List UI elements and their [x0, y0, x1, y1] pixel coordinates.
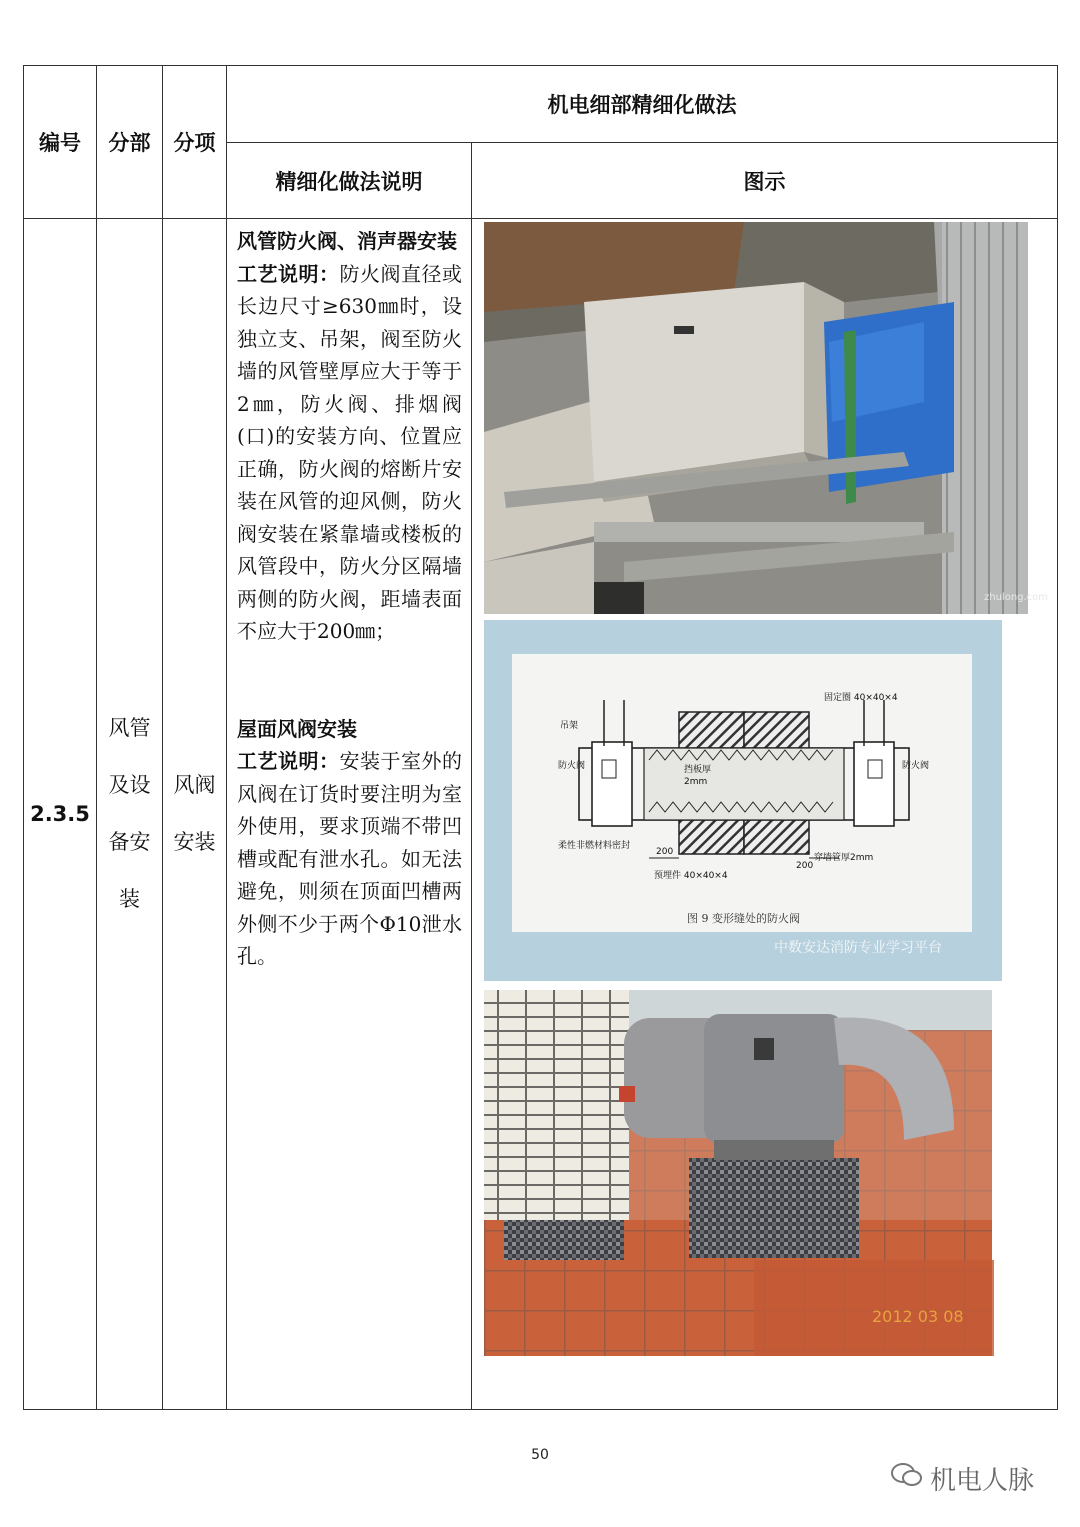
- section1-text: 防火阀直径或长边尺寸≥630㎜时，设独立支、吊架，阀至防火墙的风管壁厚应大于等于2㎜，防火阀、排烟阀(口)的安装方向、位置应正确，防火阀的熔断片安装在风管的迎风侧，防火阀安装在紧靠墙或楼板的风管段中，防火分区隔墙两侧的防火阀，距墙表面不应大于200㎜；: [237, 261, 462, 643]
- photo-fire-damper: [484, 222, 1049, 614]
- photo3-date: 2012 03 08: [872, 1307, 964, 1326]
- diagram-dim-right: 200: [796, 861, 814, 871]
- division-line: 备安: [108, 830, 151, 854]
- header-item: 分项: [163, 66, 227, 219]
- header-figure: 图示: [472, 143, 1058, 219]
- diagram-label-flex: 柔性非燃材料密封: [558, 841, 631, 851]
- footer-watermark: [890, 1460, 1034, 1497]
- chat-bubble-icon: [890, 1461, 924, 1496]
- photo-roof-damper: [484, 990, 992, 1356]
- diagram-label-plate: 挡板厚: [684, 765, 712, 775]
- diagram-fire-damper: [484, 620, 1002, 981]
- section1-title: 风管防火阀、消声器安装: [237, 229, 457, 253]
- division-line: 及设: [108, 773, 151, 797]
- section2-text: 安装于室外的风阀在订货时要注明为室外使用，要求顶端不带凹槽或配有泄水孔。如无法避免，则须在顶面凹槽两外侧不少于两个Φ10泄水孔。: [237, 749, 462, 968]
- item-line: 安装: [173, 830, 216, 854]
- row-code: 2.3.5: [24, 219, 97, 1410]
- section1-label: 工艺说明：: [237, 261, 340, 286]
- header-main: 机电细部精细化做法: [227, 66, 1058, 143]
- diagram-label-fixed-ring: 固定圈 40×40×4: [824, 693, 898, 703]
- section2-label: 工艺说明：: [237, 749, 340, 773]
- diagram-caption: 图 9 变形缝处的防火阀: [687, 912, 800, 925]
- row-description: [227, 219, 472, 1410]
- page-number: 50: [531, 1447, 549, 1463]
- diagram-label-embed: 预埋件 40×40×4: [654, 871, 728, 881]
- diagram-dim-left: 200: [656, 847, 674, 857]
- photo1-watermark: zhulong.com: [984, 592, 1049, 603]
- header-division: 分部: [97, 66, 163, 219]
- diagram-watermark: 中数安达消防专业学习平台: [774, 940, 942, 956]
- item-line: 风阀: [173, 773, 216, 797]
- diagram-label-hanger: 吊架: [560, 721, 579, 731]
- diagram-label-damper-left: 防火阀: [558, 761, 586, 771]
- row-division: [97, 219, 163, 1410]
- footer-watermark-text: 机电人脉: [930, 1466, 1035, 1496]
- diagram-label-damper-right: 防火阀: [902, 761, 930, 771]
- header-desc: 精细化做法说明: [227, 143, 472, 219]
- diagram-label-wall-duct: 穿墙管厚2mm: [814, 853, 874, 863]
- division-line: 风管: [108, 716, 151, 740]
- division-line: 装: [119, 887, 140, 911]
- row-item: [163, 219, 227, 1410]
- header-code: 编号: [24, 66, 97, 219]
- diagram-label-plate2: 2mm: [684, 777, 708, 787]
- section2-title: 屋面风阀安装: [237, 716, 357, 741]
